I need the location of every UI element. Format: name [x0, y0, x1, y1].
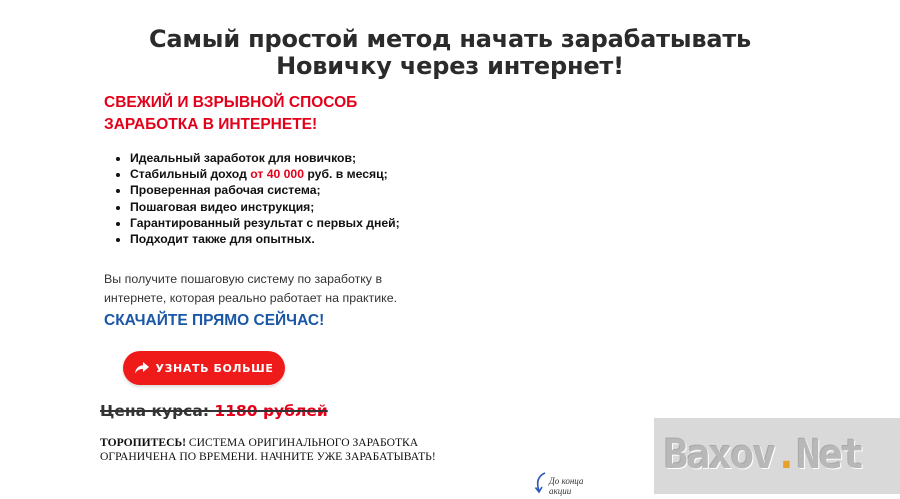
- page-title-line-1: Самый простой метод начать зарабатывать: [148, 25, 752, 53]
- feature-item: • Подходит также для опытных.: [130, 231, 400, 247]
- description: [104, 270, 424, 308]
- feature-income-highlight: от 40 000: [250, 167, 304, 182]
- promo-countdown-text: [549, 472, 595, 496]
- subheading-line-1: СВЕЖИЙ И ВЗРЫВНОЙ СПОСОБ: [104, 94, 358, 111]
- promo-countdown-line-2: акции: [549, 486, 572, 496]
- share-arrow-icon: [135, 362, 149, 374]
- course-price: [100, 402, 328, 420]
- promo-countdown-note: [533, 472, 595, 499]
- hurry-notice-bold: ТОРОПИТЕСЬ!: [100, 436, 187, 449]
- feature-item: • Гарантированный результат с первых дней;: [130, 215, 400, 231]
- watermark-dot: .: [774, 432, 797, 478]
- feature-item: • Идеальный заработок для новичков;: [130, 150, 400, 166]
- hurry-notice-line-1: СИСТЕМА ОРИГИНАЛЬНОГО ЗАРАБОТКА: [186, 436, 419, 449]
- feature-item-income: [130, 166, 400, 182]
- curved-arrow-icon: [533, 472, 547, 499]
- learn-more-button-label: УЗНАТЬ БОЛЬШЕ: [155, 361, 274, 375]
- page-title: [0, 26, 900, 80]
- watermark-logo: [664, 432, 863, 478]
- subheading-line-2: ЗАРАБОТКА В ИНТЕРНЕТЕ!: [104, 116, 318, 133]
- learn-more-button[interactable]: [123, 351, 285, 385]
- download-now-heading: СКАЧАЙТЕ ПРЯМО СЕЙЧАС!: [104, 312, 325, 329]
- promo-countdown-line-1: До конца: [549, 476, 584, 486]
- page-title-line-2: Новичку через интернет!: [276, 52, 624, 80]
- feature-item: • Проверенная рабочая система;: [130, 182, 400, 198]
- site-watermark: [654, 418, 900, 494]
- description-line-2: интернете, которая реально работает на практике.: [104, 291, 398, 305]
- watermark-part-2: Net: [796, 432, 863, 478]
- description-line-1: Вы получите пошаговую систему по заработку в: [104, 272, 383, 286]
- hurry-notice: [100, 436, 460, 464]
- hurry-notice-line-2: ОГРАНИЧЕНА ПО ВРЕМЕНИ. НАЧНИТЕ УЖЕ ЗАРАБАТЫВАТЬ!: [100, 450, 436, 463]
- course-price-amount: 1180 рублей: [214, 402, 328, 420]
- course-price-label: Цена курса:: [100, 402, 215, 420]
- subheading: [104, 92, 424, 136]
- feature-income-after: руб. в месяц;: [304, 167, 388, 182]
- feature-item: • Пошаговая видео инструкция;: [130, 199, 400, 215]
- watermark-part-1: Baxov: [664, 432, 775, 478]
- feature-income-before: Стабильный доход: [130, 167, 251, 182]
- feature-list: [112, 150, 400, 247]
